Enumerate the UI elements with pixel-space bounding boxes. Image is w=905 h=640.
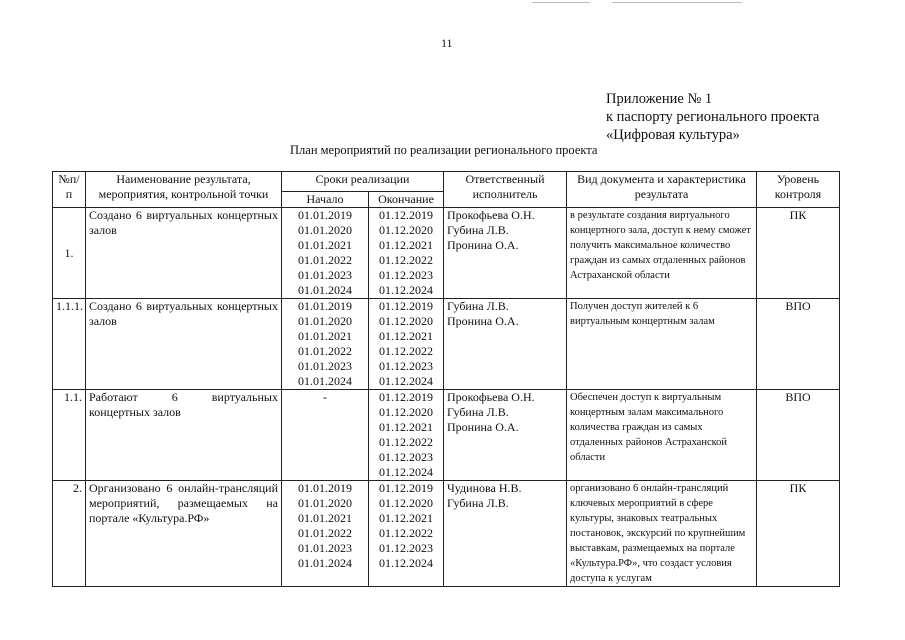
row-control: ПК bbox=[757, 208, 840, 299]
responsible-person: Пронина О.А. bbox=[447, 420, 519, 434]
responsible-person: Прокофьева О.Н. bbox=[447, 208, 535, 222]
end-date: 01.12.2020 bbox=[379, 496, 433, 510]
row-num: 1.1. bbox=[53, 390, 86, 481]
start-date: 01.01.2024 bbox=[298, 374, 352, 388]
start-date: 01.01.2024 bbox=[298, 556, 352, 570]
row-num: 1. bbox=[53, 208, 86, 299]
row-responsible bbox=[444, 299, 567, 390]
start-date: 01.01.2024 bbox=[298, 283, 352, 297]
end-date: 01.12.2021 bbox=[379, 420, 433, 434]
page-number: 11 bbox=[441, 36, 453, 50]
responsible-person: Пронина О.А. bbox=[447, 238, 519, 252]
row-name: Организовано 6 онлайн-трансляций мероприятий, размещаемых на портале «Культура.РФ» bbox=[86, 481, 282, 587]
responsible-person: Пронина О.А. bbox=[447, 314, 519, 328]
end-date: 01.12.2024 bbox=[379, 556, 433, 570]
responsible-person: Губина Л.В. bbox=[447, 405, 509, 419]
appendix-line: Приложение № 1 bbox=[606, 91, 713, 107]
end-date: 01.12.2022 bbox=[379, 435, 433, 449]
start-date: 01.01.2019 bbox=[298, 481, 352, 495]
responsible-person: Прокофьева О.Н. bbox=[447, 390, 535, 404]
end-date: 01.12.2021 bbox=[379, 238, 433, 252]
end-date: 01.12.2021 bbox=[379, 329, 433, 343]
responsible-person: Чудинова Н.В. bbox=[447, 481, 522, 495]
table-row bbox=[53, 299, 840, 390]
end-date: 01.12.2023 bbox=[379, 359, 433, 373]
end-date: 01.12.2019 bbox=[379, 390, 433, 404]
end-date: 01.12.2019 bbox=[379, 208, 433, 222]
row-control: ВПО bbox=[757, 299, 840, 390]
start-date: 01.01.2022 bbox=[298, 344, 352, 358]
start-date: 01.01.2020 bbox=[298, 496, 352, 510]
start-date: 01.01.2020 bbox=[298, 223, 352, 237]
end-date: 01.12.2020 bbox=[379, 314, 433, 328]
row-responsible bbox=[444, 390, 567, 481]
scan-artifact-line bbox=[532, 2, 590, 3]
end-date: 01.12.2020 bbox=[379, 223, 433, 237]
appendix-line: «Цифровая культура» bbox=[606, 127, 740, 143]
end-date: 01.12.2019 bbox=[379, 299, 433, 313]
plan-table bbox=[52, 171, 840, 587]
table-row bbox=[53, 390, 840, 481]
appendix-header bbox=[606, 90, 819, 144]
table-row bbox=[53, 481, 840, 587]
header-name: Наименование результата, мероприятия, контрольной точки bbox=[86, 172, 282, 208]
start-date: 01.01.2019 bbox=[298, 208, 352, 222]
end-date: 01.12.2023 bbox=[379, 541, 433, 555]
start-date: 01.01.2023 bbox=[298, 268, 352, 282]
header-doc: Вид документа и характеристика результата bbox=[567, 172, 757, 208]
start-date: 01.01.2019 bbox=[298, 299, 352, 313]
end-date: 01.12.2021 bbox=[379, 511, 433, 525]
end-date: 01.12.2019 bbox=[379, 481, 433, 495]
start-date: 01.01.2022 bbox=[298, 526, 352, 540]
row-end-dates bbox=[369, 299, 444, 390]
start-date: 01.01.2021 bbox=[298, 511, 352, 525]
end-date: 01.12.2020 bbox=[379, 405, 433, 419]
row-doc: в результате создания виртуального концертного зала, доступ к нему сможет получить максимальное количество граждан из самых отдаленных районов Астраханской области bbox=[567, 208, 757, 299]
start-date: 01.01.2023 bbox=[298, 359, 352, 373]
end-date: 01.12.2024 bbox=[379, 465, 433, 479]
table-header-row bbox=[53, 172, 840, 192]
row-start-dates bbox=[282, 481, 369, 587]
row-responsible bbox=[444, 208, 567, 299]
header-period: Сроки реализации bbox=[282, 172, 444, 192]
row-start-dates bbox=[282, 390, 369, 481]
row-end-dates bbox=[369, 481, 444, 587]
row-control: ПК bbox=[757, 481, 840, 587]
end-date: 01.12.2024 bbox=[379, 283, 433, 297]
end-date: 01.12.2023 bbox=[379, 268, 433, 282]
header-num: №п/п bbox=[53, 172, 86, 208]
responsible-person: Губина Л.В. bbox=[447, 496, 509, 510]
row-name: Создано 6 виртуальных концертных залов bbox=[86, 299, 282, 390]
appendix-line: к паспорту регионального проекта bbox=[606, 109, 820, 125]
end-date: 01.12.2022 bbox=[379, 253, 433, 267]
row-num: 1.1.1. bbox=[53, 299, 86, 390]
header-control: Уровень контроля bbox=[757, 172, 840, 208]
header-responsible: Ответственный исполнитель bbox=[444, 172, 567, 208]
plan-title: План мероприятий по реализации регионального проекта bbox=[290, 143, 598, 157]
row-doc: организовано 6 онлайн-трансляций ключевых мероприятий в сфере культуры, знаковых театральных постановок, экскурсий по крупнейшим выставкам, размещаемых на портале «Культура.РФ», что создаст условия доступа к услугам bbox=[567, 481, 757, 587]
start-date: 01.01.2021 bbox=[298, 329, 352, 343]
start-date: - bbox=[323, 390, 327, 404]
end-date: 01.12.2023 bbox=[379, 450, 433, 464]
row-doc: Обеспечен доступ к виртуальным концертным залам максимального количества граждан из самых отдаленных районов Астраханской области bbox=[567, 390, 757, 481]
scan-artifact-line bbox=[612, 2, 742, 3]
row-name: Создано 6 виртуальных концертных залов bbox=[86, 208, 282, 299]
end-date: 01.12.2022 bbox=[379, 526, 433, 540]
header-start: Начало bbox=[282, 192, 369, 208]
responsible-person: Губина Л.В. bbox=[447, 223, 509, 237]
header-end: Окончание bbox=[369, 192, 444, 208]
table-row bbox=[53, 208, 840, 299]
row-responsible bbox=[444, 481, 567, 587]
start-date: 01.01.2021 bbox=[298, 238, 352, 252]
row-doc: Получен доступ жителей к 6 виртуальным концертным залам bbox=[567, 299, 757, 390]
row-name: Работают 6 виртуальных концертных залов bbox=[86, 390, 282, 481]
start-date: 01.01.2023 bbox=[298, 541, 352, 555]
row-end-dates bbox=[369, 390, 444, 481]
end-date: 01.12.2024 bbox=[379, 374, 433, 388]
responsible-person: Губина Л.В. bbox=[447, 299, 509, 313]
end-date: 01.12.2022 bbox=[379, 344, 433, 358]
start-date: 01.01.2022 bbox=[298, 253, 352, 267]
row-num: 2. bbox=[53, 481, 86, 587]
row-control: ВПО bbox=[757, 390, 840, 481]
start-date: 01.01.2020 bbox=[298, 314, 352, 328]
row-start-dates bbox=[282, 299, 369, 390]
row-end-dates bbox=[369, 208, 444, 299]
row-start-dates bbox=[282, 208, 369, 299]
